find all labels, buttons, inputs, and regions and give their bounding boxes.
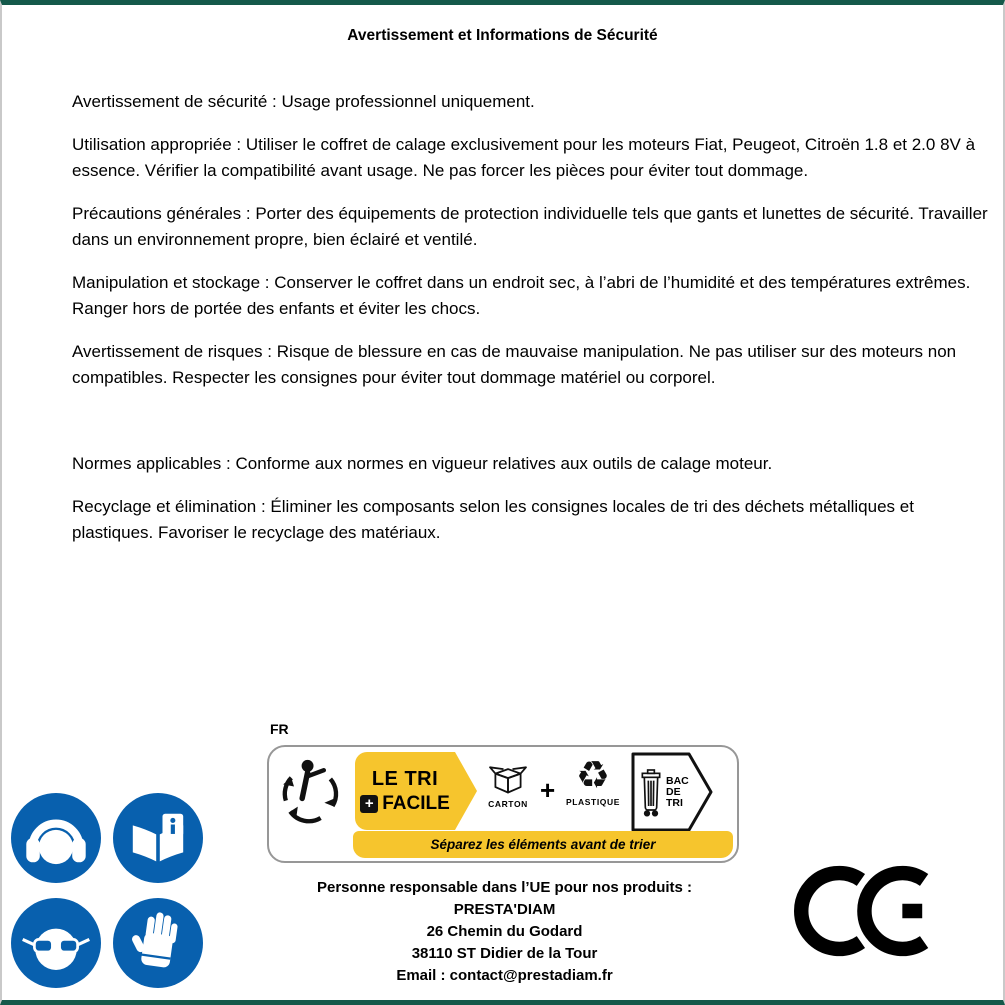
triman-icon [275, 753, 351, 833]
eye-protection-icon [11, 898, 101, 988]
bac-de-tri-arrow [631, 752, 713, 832]
responsible-heading: Personne responsable dans l’UE pour nos produits : [316, 879, 693, 896]
carton-box-icon [482, 761, 534, 797]
ear-protection-icon [11, 793, 101, 883]
sort-instruction-strip: Séparez les éléments avant de trier [353, 831, 733, 858]
ce-marking-icon [794, 861, 952, 961]
paragraph-handling-storage: Manipulation et stockage : Conserver le coffret dans un endroit sec, à l’abri de l’humidité et des températures extrêmes. Ranger hors de portée des enfants et éviter les chocs. [72, 273, 971, 318]
yellow-arrow-point [455, 752, 477, 830]
address-line1: 26 Chemin du Godard [426, 923, 583, 940]
carton-material [479, 761, 537, 809]
read-manual-icon [113, 793, 203, 883]
paragraph-risk-warning: Avertissement de risques : Risque de blessure en cas de mauvaise manipulation. Ne pas utiliser sur des moteurs non compatibles. Respecter les consignes pour éviter tout dommage matériel ou corporel. [72, 342, 957, 387]
paragraph-applicable-standards: Normes applicables : Conforme aux normes en vigueur relatives aux outils de calage moteur. [72, 454, 773, 473]
paragraph-appropriate-use: Utilisation appropriée : Utiliser le coffret de calage exclusivement pour les moteurs Fiat, Peugeot, Citroën 1.8 et 2.0 8V à essence. Vérifier la compatibilité avant usage. Ne pas forcer les pièces pour éviter tout dommage. [72, 135, 976, 180]
bac-de-tri-text: BAC DE TRI [666, 774, 689, 809]
company-name: PRESTA'DIAM [453, 901, 556, 918]
recycling-triangle-icon: ♻ [575, 753, 611, 797]
responsible-block [252, 877, 757, 987]
waste-bin-icon [639, 766, 663, 818]
address-line2: 38110 ST Didier de la Tour [411, 945, 598, 962]
carton-label: CARTON [488, 799, 528, 809]
fr-country-label: FR [270, 721, 289, 737]
paragraph-recycling-disposal: Recyclage et élimination : Éliminer les composants selon les consignes locales de tri des déchets métalliques et plastiques. Favoriser le recyclage des matériaux. [72, 497, 914, 542]
page-title: Avertissement et Informations de Sécurité [347, 27, 658, 44]
plus-icon: + [360, 795, 378, 813]
info-tri-recycling-label [267, 745, 739, 863]
safety-paragraphs [72, 89, 990, 546]
le-tri-text: LE TRI [371, 767, 439, 790]
contact-email: Email : contact@prestadiam.fr [396, 967, 613, 984]
paragraph-general-precautions: Précautions générales : Porter des équipements de protection individuelle tels que gants et lunettes de sécurité. Travailler dans un environnement propre, bien éclairé et ventilé. [72, 204, 988, 249]
plastique-label: PLASTIQUE [565, 797, 621, 807]
paragraph-safety-warning: Avertissement de sécurité : Usage professionnel uniquement. [72, 92, 535, 111]
plastique-material [561, 755, 625, 807]
plus-separator: + [540, 775, 556, 805]
le-tri-facile-block [355, 752, 455, 830]
facile-text: FACILE [382, 792, 450, 814]
protective-gloves-icon [113, 898, 203, 988]
